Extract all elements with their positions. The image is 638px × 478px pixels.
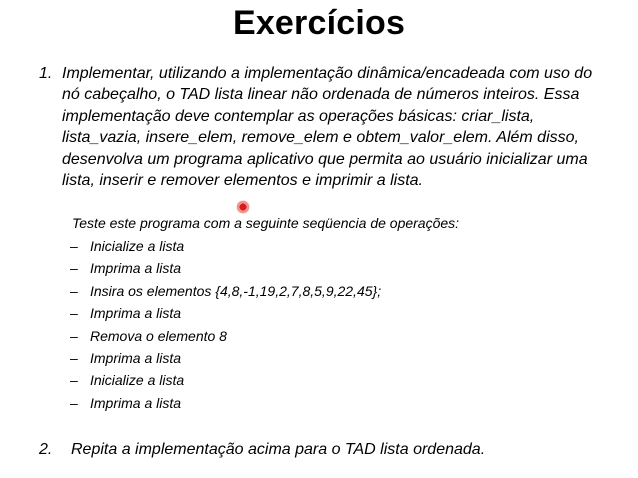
- operations-list: [70, 236, 381, 415]
- operation-text: Imprima a lista: [90, 394, 182, 411]
- slide-title: Exercícios: [232, 4, 406, 42]
- exercise-1-text: Implementar, utilizando a implementação dinâmica/encadeada com uso do nó cabeçalho, o TAD lista linear não ordenada de números inteiros. Essa implementação deve contemplar as operações básicas: criar_lista, lista_vazia, insere_elem, remove_elem e obtem_valor_elem. Além disso, desenvolva um programa aplicativo que permita ao usuário inicializar uma lista, inserir e remover elementos e imprimir a lista.: [62, 65, 593, 190]
- mouse-pointer-icon: [236, 200, 250, 214]
- operation-text: Imprima a lista: [90, 349, 182, 366]
- operation-item: [70, 303, 381, 325]
- dash-bullet: –: [70, 305, 78, 322]
- dash-bullet: –: [70, 238, 78, 254]
- exercise-1-number: 1.: [39, 65, 53, 82]
- operation-item: [70, 370, 381, 392]
- operation-text: Remova o elemento 8: [90, 327, 227, 344]
- dash-bullet: –: [70, 372, 78, 389]
- exercise-2-number: 2.: [39, 441, 53, 458]
- operation-text: Insira os elementos {4,8,-1,19,2,7,8,5,9,22,45};: [90, 282, 382, 299]
- dash-bullet: –: [70, 327, 78, 344]
- exercise-2-text: Repita a implementação acima para o TAD lista ordenada.: [71, 441, 486, 458]
- operation-text: Inicialize a lista: [90, 238, 185, 254]
- operation-item: [70, 281, 381, 303]
- dash-bullet: –: [70, 349, 78, 366]
- operation-text: Inicialize a lista: [90, 372, 185, 389]
- dash-bullet: –: [70, 282, 78, 299]
- operation-item: [70, 393, 381, 415]
- dash-bullet: –: [70, 260, 78, 277]
- test-intro-text: Teste este programa com a seguinte seqüencia de operações:: [72, 215, 460, 231]
- operation-item: [70, 236, 381, 258]
- operation-text: Imprima a lista: [90, 305, 182, 322]
- operation-item: [70, 258, 381, 280]
- operation-item: [70, 348, 381, 370]
- dash-bullet: –: [70, 394, 78, 411]
- operation-text: Imprima a lista: [90, 260, 182, 277]
- operation-item: [70, 326, 381, 348]
